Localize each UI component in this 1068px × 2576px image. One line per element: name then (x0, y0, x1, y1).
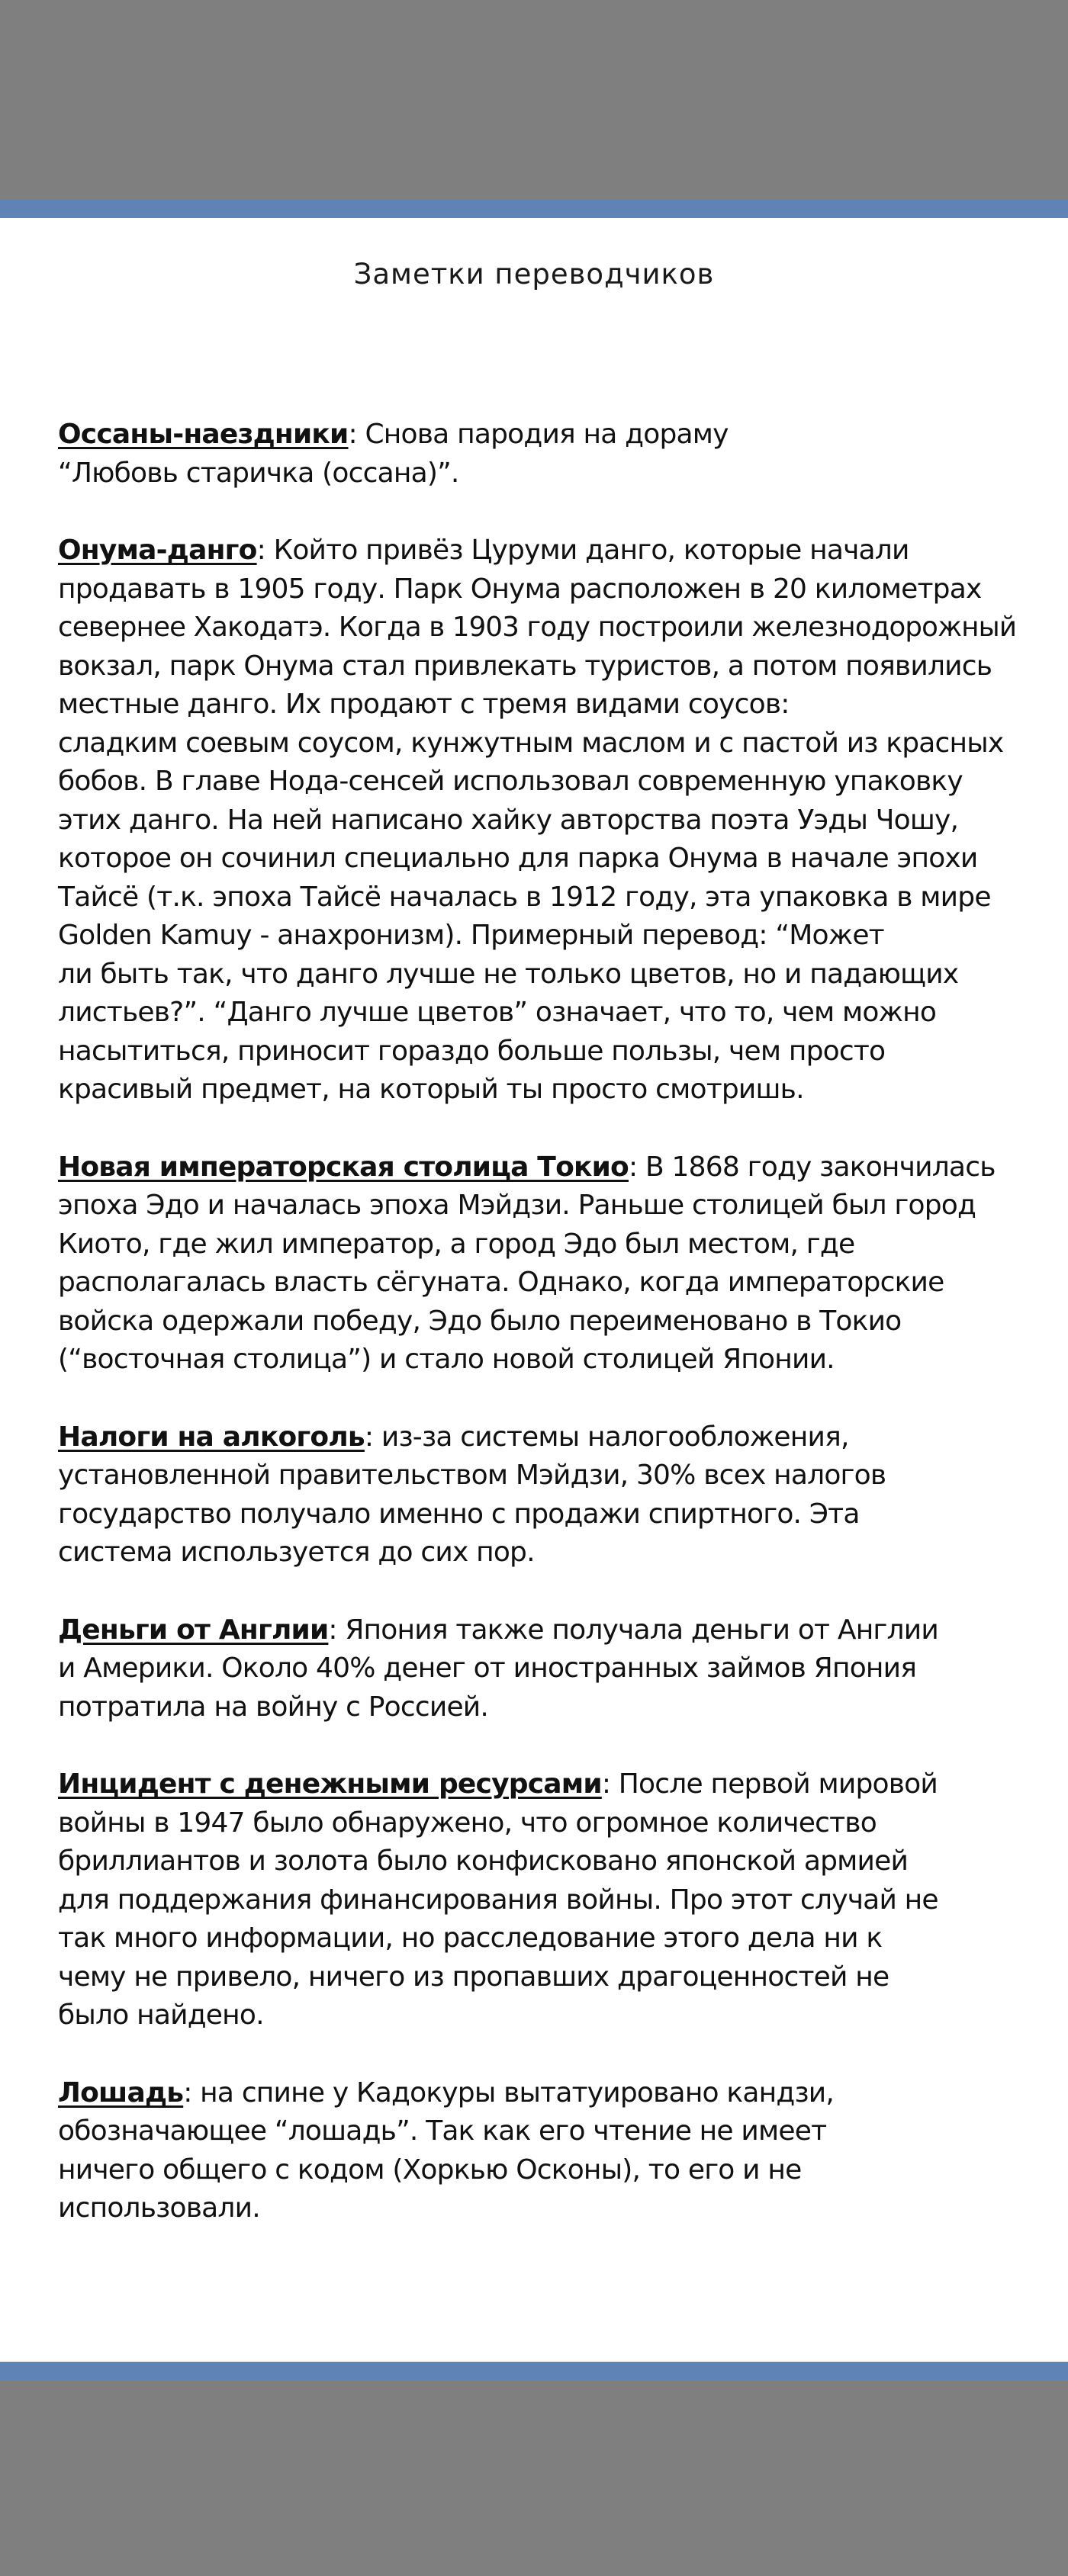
note-new-capital-tokyo (58, 1148, 1027, 1380)
note-line: (“восточная столица”) и стало новой столицей Японии. (58, 1344, 835, 1375)
note-line: насытиться, приносит гораздо больше пользы, чем просто (58, 1035, 886, 1067)
note-line: которое он сочинил специально для парка Онума в начале эпохи (58, 843, 978, 874)
note-money-from-england (58, 1611, 1027, 1727)
note-term: Деньги от Англии (58, 1614, 329, 1646)
note-line: ничего общего с кодом (Хоркью Осконы), то его и не (58, 2154, 802, 2186)
note-line: эпоха Эдо и началась эпоха Мэйдзи. Раньше столицей был город (58, 1190, 976, 1221)
note-line: Golden Kamuy - анахронизм). Примерный перевод: “Может (58, 920, 884, 951)
note-line: потратила на войну с Россией. (58, 1691, 489, 1723)
note-first-line (58, 1611, 1027, 1650)
note-line: этих данго. На ней написано хайку авторства поэта Уэды Чошу, (58, 804, 959, 836)
note-line: было найдено. (58, 1999, 264, 2031)
note-line: : Япония также получала деньги от Англии (328, 1614, 938, 1646)
note-line: продавать в 1905 году. Парк Онума расположен в 20 километрах (58, 573, 982, 605)
note-line: вокзал, парк Онума стал привлекать туристов, а потом появились (58, 650, 992, 682)
note-line: : После первой мировой (601, 1768, 938, 1800)
bottom-gray-band (0, 2380, 1068, 2576)
note-term: Новая императорская столица Токио (58, 1151, 629, 1183)
note-onuma-dango (58, 532, 1027, 1110)
top-gray-band (0, 0, 1068, 200)
note-term: Лошадь (58, 2077, 184, 2109)
note-line: : В 1868 году закончилась (629, 1151, 996, 1183)
note-first-line (58, 1418, 1027, 1457)
note-term: Онума-данго (58, 535, 257, 566)
note-line: для поддержания финансирования войны. Про этот случай не (58, 1884, 938, 1916)
page-title: Заметки переводчиков (353, 258, 715, 291)
note-line: использовали. (58, 2192, 260, 2224)
note-term: Инцидент с денежными ресурсами (58, 1768, 602, 1800)
note-first-line (58, 1148, 1027, 1187)
note-line: листьев?”. “Данго лучше цветов” означает, что то, чем можно (58, 997, 937, 1028)
note-line: бобов. В главе Нода-сенсей использовал современную упаковку (58, 766, 963, 797)
note-first-line (58, 2074, 1027, 2113)
note-line: : Снова пародия на дораму (348, 419, 729, 450)
note-line: войны в 1947 было обнаружено, что огромное количество (58, 1807, 877, 1839)
note-first-line (58, 532, 1027, 570)
note-line: ли быть так, что данго лучше не только цветов, но и падающих (58, 958, 959, 990)
notes-list (58, 416, 1027, 2267)
note-line: система используется до сих пор. (58, 1537, 535, 1568)
note-line: севернее Хакодатэ. Когда в 1903 году построили железнодорожный (58, 612, 1017, 643)
note-term: Налоги на алкоголь (58, 1421, 365, 1453)
note-line: так много информации, но расследование этого дела ни к (58, 1922, 883, 1954)
note-line: : на спине у Кадокуры вытатуировано кандзи, (183, 2077, 835, 2109)
note-first-line (58, 416, 1027, 454)
note-monetary-resources-incident (58, 1765, 1027, 2035)
note-line: обозначающее “лошадь”. Так как его чтение не имеет (58, 2115, 827, 2147)
note-line: и Америки. Около 40% денег от иностранных займов Япония (58, 1653, 917, 1684)
note-line: красивый предмет, на который ты просто смотришь. (58, 1074, 804, 1105)
note-line: государство получало именно с продажи спиртного. Эта (58, 1498, 860, 1530)
note-first-line (58, 1765, 1027, 1804)
note-line: “Любовь старичка (оссана)”. (58, 457, 459, 489)
note-term: Оссаны-наездники (58, 419, 349, 450)
note-line: : Който привёз Цуруми данго, которые начали (256, 535, 909, 566)
note-line: местные данго. Их продают с тремя видами соусов: (58, 689, 790, 720)
note-line: : из-за системы налогообложения, (364, 1421, 849, 1453)
note-line: Киото, где жил император, а город Эдо был местом, где (58, 1228, 855, 1260)
note-line: располагалась власть сёгуната. Однако, когда императорские (58, 1267, 944, 1298)
note-line: Тайсё (т.к. эпоха Тайсё началась в 1912 году, эта упаковка в мире (58, 881, 991, 913)
top-blue-stripe (0, 200, 1068, 218)
note-line: установленной правительством Мэйдзи, 30% всех налогов (58, 1460, 886, 1491)
note-alcohol-taxes (58, 1418, 1027, 1572)
note-horse (58, 2074, 1027, 2228)
bottom-blue-stripe (0, 2362, 1068, 2380)
note-line: войска одержали победу, Эдо было переименовано в Токио (58, 1305, 902, 1337)
note-line: сладким соевым соусом, кунжутным маслом и с пастой из красных (58, 727, 1004, 759)
note-line: чему не привело, ничего из пропавших драгоценностей не (58, 1961, 889, 1993)
note-ossan-riders (58, 416, 1027, 493)
note-line: бриллиантов и золота было конфисковано японской армией (58, 1845, 909, 1877)
